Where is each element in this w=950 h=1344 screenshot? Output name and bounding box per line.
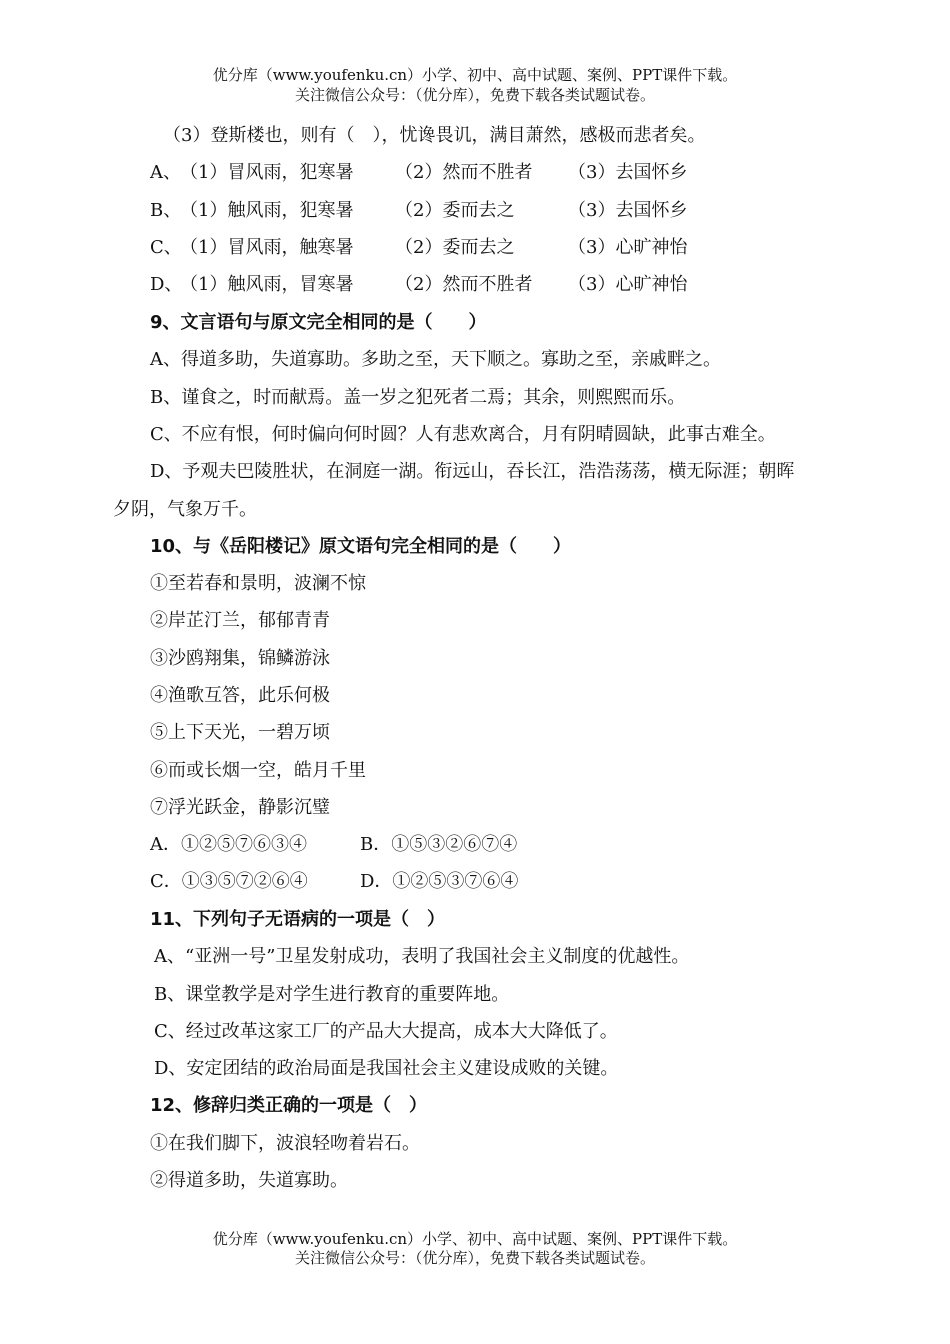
- q11-option-c: C、经过改革这家工厂的产品大大提高，成本大大降低了。: [154, 1021, 618, 1042]
- option-part1: （1）冒风雨，触寒暑: [180, 237, 354, 258]
- q10-title: 10、与《岳阳楼记》原文语句完全相同的是（ ）: [150, 536, 572, 557]
- option-part1: （1）触风雨，冒寒暑: [180, 274, 354, 295]
- q10-item: ⑤上下天光，一碧万顷: [150, 722, 330, 743]
- q9-option-d-line2: 夕阴，气象万千。: [113, 499, 257, 520]
- page-footer-line2: 关注微信公众号：（优分库），免费下载各类试题试卷。: [294, 1249, 655, 1267]
- option-part3: （3）去国怀乡: [568, 200, 688, 221]
- q12-title: 12、修辞归类正确的一项是（ ）: [150, 1095, 428, 1116]
- q10-option-a: A．①②⑤⑦⑥③④: [150, 834, 307, 855]
- option-part1: （1）冒风雨，犯寒暑: [180, 162, 354, 183]
- option-letter: B、: [150, 200, 182, 221]
- q12-item: ②得道多助，失道寡助。: [150, 1170, 348, 1191]
- q11-option-d: D、安定团结的政治局面是我国社会主义建设成败的关键。: [154, 1058, 619, 1079]
- q10-option-b: B．①⑤③②⑥⑦④: [360, 834, 518, 855]
- page-footer-line1: 优分库（www.youfenku.cn）小学、初中、高中试题、案例、PPT课件下载。: [212, 1230, 738, 1248]
- q9-option-b: B、谨食之，时而献焉。盖一岁之犯死者二焉；其余，则熙熙而乐。: [150, 387, 686, 408]
- option-part2: （2）委而去之: [395, 237, 515, 258]
- q11-option-a: A、“亚洲一号”卫星发射成功，表明了我国社会主义制度的优越性。: [154, 946, 690, 967]
- q10-item: ②岸芷汀兰，郁郁青青: [150, 610, 330, 631]
- q11-option-b: B、课堂教学是对学生进行教育的重要阵地。: [154, 984, 510, 1005]
- option-part2: （2）然而不胜者: [395, 162, 533, 183]
- q8-item3: （3）登斯楼也，则有（ ），忧谗畏讥，满目萧然，感极而悲者矣。: [163, 125, 706, 146]
- q10-item: ③沙鸥翔集，锦鳞游泳: [150, 648, 330, 669]
- option-part2: （2）然而不胜者: [395, 274, 533, 295]
- option-part2: （2）委而去之: [395, 200, 515, 221]
- option-part3: （3）心旷神怡: [568, 237, 688, 258]
- option-part3: （3）去国怀乡: [568, 162, 688, 183]
- q11-title: 11、下列句子无语病的一项是（ ）: [150, 909, 446, 930]
- option-letter: D、: [150, 274, 183, 295]
- option-letter: A、: [150, 162, 181, 183]
- q9-option-a: A、得道多助，失道寡助。多助之至，天下顺之。寡助之至，亲戚畔之。: [150, 349, 721, 370]
- q10-option-d: D．①②⑤③⑦⑥④: [360, 871, 519, 892]
- q9-title: 9、文言语句与原文完全相同的是（ ）: [150, 312, 487, 333]
- q10-item: ①至若春和景明，波澜不惊: [150, 573, 366, 594]
- option-part3: （3）心旷神怡: [568, 274, 688, 295]
- page-header-line2: 关注微信公众号：（优分库），免费下载各类试题试卷。: [294, 86, 655, 104]
- q9-option-c: C、不应有恨，何时偏向何时圆？人有悲欢离合，月有阴晴圆缺，此事古难全。: [150, 424, 776, 445]
- q10-item: ④渔歌互答，此乐何极: [150, 685, 330, 706]
- page-header-line1: 优分库（www.youfenku.cn）小学、初中、高中试题、案例、PPT课件下载。: [212, 66, 738, 84]
- option-letter: C、: [150, 237, 182, 258]
- q10-option-c: C．①③⑤⑦②⑥④: [150, 871, 308, 892]
- q12-item: ①在我们脚下，波浪轻吻着岩石。: [150, 1133, 420, 1154]
- q10-item: ⑦浮光跃金，静影沉璧: [150, 797, 330, 818]
- q9-option-d-line1: D、予观夫巴陵胜状，在洞庭一湖。衔远山，吞长江，浩浩荡荡，横无际涯；朝晖: [150, 461, 795, 482]
- option-part1: （1）触风雨，犯寒暑: [180, 200, 354, 221]
- q10-item: ⑥而或长烟一空，皓月千里: [150, 760, 366, 781]
